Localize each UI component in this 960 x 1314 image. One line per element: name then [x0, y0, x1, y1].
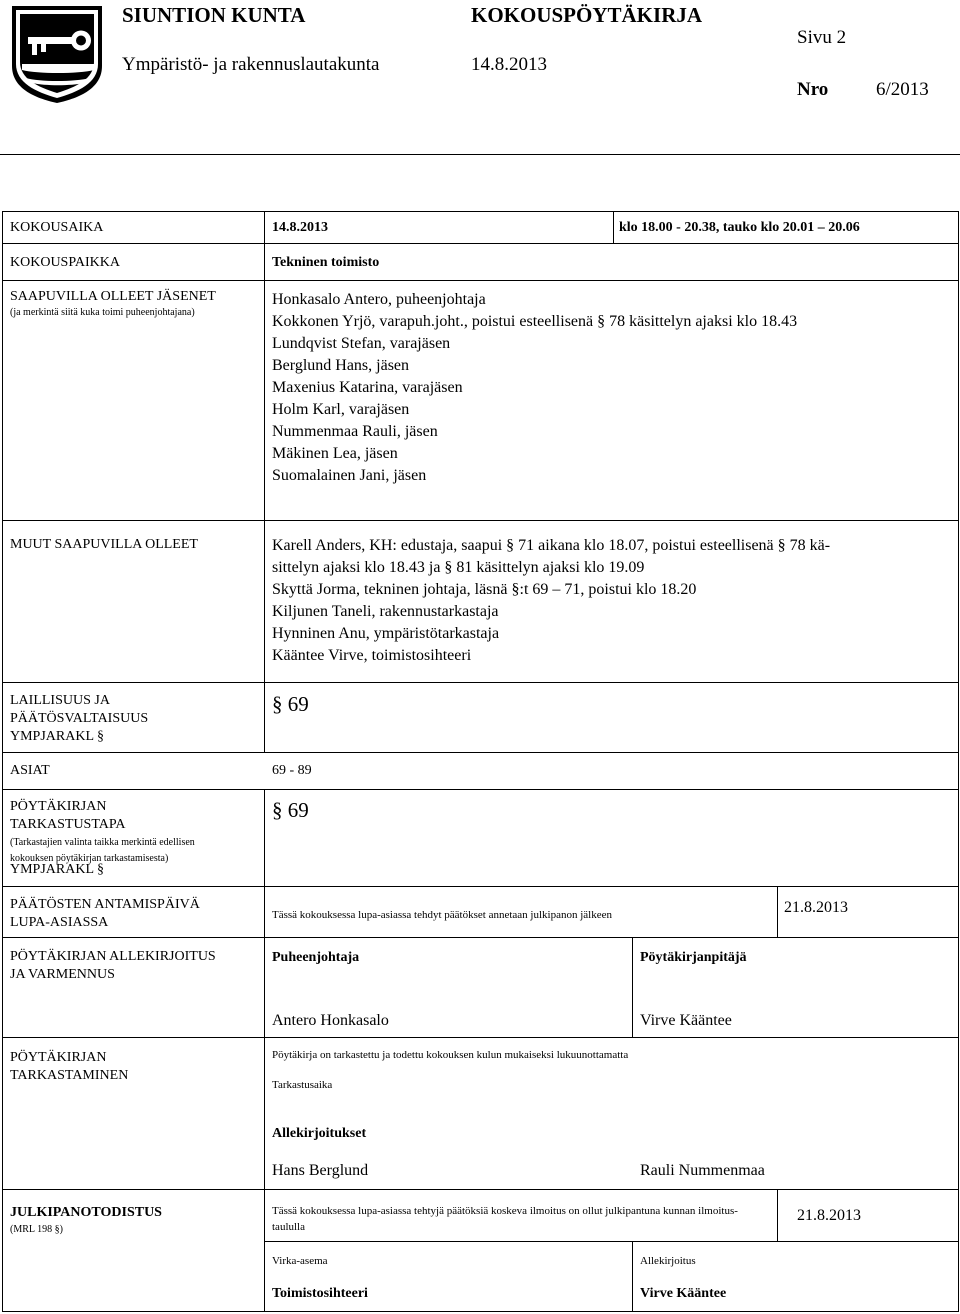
others-list: [272, 535, 830, 667]
publication-label: JULKIPANOTODISTUS: [10, 1205, 162, 1220]
position-value: Toimistosihteeri: [272, 1286, 368, 1301]
column-divider: [264, 211, 265, 752]
column-divider: [777, 886, 778, 937]
header-date: 14.8.2013: [471, 54, 547, 75]
document-type: KOKOUSPÖYTÄKIRJA: [471, 3, 703, 27]
review-method-note-line: kokouksen pöytäkirjan tarkastamisesta): [10, 853, 169, 864]
member-line: Berglund Hans, jäsen: [272, 357, 410, 374]
review-method-note-line: (Tarkastajien valinta taikka merkintä edellisen: [10, 837, 195, 848]
meeting-place: Tekninen toimisto: [272, 255, 380, 270]
review-label-line: PÖYTÄKIRJAN: [10, 1050, 107, 1065]
decision-date-label-line: LUPA-ASIASSA: [10, 915, 109, 930]
legality-label-line: YMPJARAKL §: [10, 729, 104, 744]
secretary-name: Virve Kääntee: [640, 1012, 732, 1029]
table-border-right: [958, 211, 959, 1312]
decision-date-label: [10, 896, 200, 932]
municipality-name: SIUNTION KUNTA: [122, 3, 306, 27]
chair-label: Puheenjohtaja: [272, 950, 360, 965]
meeting-date: 14.8.2013: [272, 220, 328, 235]
members-sublabel: (ja merkintä siitä kuka toimi puheenjohtajana): [10, 307, 195, 318]
meeting-time: klo 18.00 - 20.38, tauko klo 20.01 – 20.06: [619, 220, 860, 235]
signature-label-line: JA VARMENNUS: [10, 967, 115, 982]
review-statement: Pöytäkirja on tarkastettu ja todettu kokouksen kulun mukaiseksi lukuunottamatta: [272, 1049, 629, 1061]
other-line: Kiljunen Taneli, rakennustarkastaja: [272, 603, 499, 620]
meeting-place-label: KOKOUSPAIKKA: [10, 255, 120, 270]
review-label: [10, 1049, 128, 1085]
column-divider: [777, 1189, 778, 1241]
matters-label: ASIAT: [10, 763, 50, 778]
signature-label-line: PÖYTÄKIRJAN ALLEKIRJOITUS: [10, 949, 216, 964]
publication-signature-label: Allekirjoitus: [640, 1255, 696, 1267]
nro-label: Nro: [797, 79, 829, 100]
publication-date: 21.8.2013: [797, 1207, 861, 1224]
other-line: Karell Anders, KH: edustaja, saapui § 71 aikana klo 18.07, poistui esteellisenä § 78 kä-: [272, 537, 831, 554]
review-method-label-line: PÖYTÄKIRJAN: [10, 799, 107, 814]
signature-label: [10, 948, 216, 984]
others-label: MUUT SAAPUVILLA OLLEET: [10, 537, 198, 552]
table-divider: [2, 752, 958, 753]
table-divider: [2, 280, 958, 281]
member-line: Maxenius Katarina, varajäsen: [272, 379, 463, 396]
table-divider: [264, 1241, 958, 1242]
column-divider: [613, 211, 614, 243]
reviewer-name: Rauli Nummenmaa: [640, 1162, 765, 1179]
publication-signature-value: Virve Kääntee: [640, 1286, 727, 1301]
table-divider: [2, 937, 958, 938]
member-line: Holm Karl, varajäsen: [272, 401, 410, 418]
table-divider: [2, 886, 958, 887]
board-name: Ympäristö- ja rakennuslautakunta: [122, 54, 380, 75]
review-method-section-label: YMPJARAKL §: [10, 862, 104, 877]
other-line: Kääntee Virve, toimistosihteeri: [272, 647, 472, 664]
publication-sublabel: (MRL 198 §): [10, 1224, 63, 1235]
table-divider: [2, 682, 958, 683]
review-signatures-label: Allekirjoitukset: [272, 1126, 367, 1141]
table-border-top: [2, 211, 958, 212]
other-line: Hynninen Anu, ympäristötarkastaja: [272, 625, 500, 642]
header-divider: [0, 154, 960, 155]
legality-label-line: PÄÄTÖSVALTAISUUS: [10, 711, 149, 726]
position-label: Virka-asema: [272, 1255, 328, 1267]
review-method-section-ref: § 69: [272, 798, 309, 822]
table-divider: [2, 1189, 958, 1190]
reviewer-name: Hans Berglund: [272, 1162, 369, 1179]
review-label-line: TARKASTAMINEN: [10, 1068, 129, 1083]
matters-range: 69 - 89: [272, 763, 312, 778]
other-line: sittelyn ajaksi klo 18.43 ja § 81 käsittelyn ajaksi klo 19.09: [272, 559, 645, 576]
member-line: Mäkinen Lea, jäsen: [272, 445, 398, 462]
meeting-time-label: KOKOUSAIKA: [10, 220, 104, 235]
table-divider: [2, 1037, 958, 1038]
publication-text-line: Tässä kokouksessa lupa-asiassa tehtyjä päätöksiä koskeva ilmoitus on ollut julkipantuna kunnan ilmoitus-: [272, 1205, 738, 1217]
table-divider: [2, 243, 958, 244]
review-time-label: Tarkastusaika: [272, 1079, 333, 1091]
other-line: Skyttä Jorma, tekninen johtaja, läsnä §:t 69 – 71, poistui klo 18.20: [272, 581, 697, 598]
member-line: Suomalainen Jani, jäsen: [272, 467, 427, 484]
member-line: Lundqvist Stefan, varajäsen: [272, 335, 451, 352]
chair-name: Antero Honkasalo: [272, 1012, 389, 1029]
members-list: [272, 289, 797, 487]
member-line: Nummenmaa Rauli, jäsen: [272, 423, 438, 440]
table-border-left: [2, 211, 3, 1312]
table-divider: [2, 520, 958, 521]
column-divider: [264, 789, 265, 1311]
members-label: SAAPUVILLA OLLEET JÄSENET: [10, 289, 216, 304]
publication-text: [272, 1203, 738, 1235]
legality-label: [10, 692, 148, 746]
column-divider: [632, 1241, 633, 1311]
decision-date: 21.8.2013: [784, 899, 848, 916]
legality-section-ref: § 69: [272, 692, 309, 716]
legality-label-line: LAILLISUUS JA: [10, 693, 110, 708]
nro-value: 6/2013: [876, 79, 929, 100]
member-line: Kokkonen Yrjö, varapuh.joht., poistui esteellisenä § 78 käsittelyn ajaksi klo 18.43: [272, 313, 798, 330]
decision-date-label-line: PÄÄTÖSTEN ANTAMISPÄIVÄ: [10, 897, 200, 912]
table-divider: [2, 789, 958, 790]
secretary-label: Pöytäkirjanpitäjä: [640, 950, 747, 965]
member-line: Honkasalo Antero, puheenjohtaja: [272, 291, 486, 308]
decision-date-text: Tässä kokouksessa lupa-asiassa tehdyt päätökset annetaan julkipanon jälkeen: [272, 909, 612, 921]
review-method-label-line: TARKASTUSTAPA: [10, 817, 126, 832]
publication-text-line: taululla: [272, 1221, 305, 1233]
review-method-label: [10, 798, 126, 834]
column-divider: [632, 937, 633, 1037]
municipality-coat-of-arms-logo: [10, 4, 104, 104]
page-number: Sivu 2: [797, 27, 847, 48]
table-border-bottom: [2, 1311, 958, 1312]
